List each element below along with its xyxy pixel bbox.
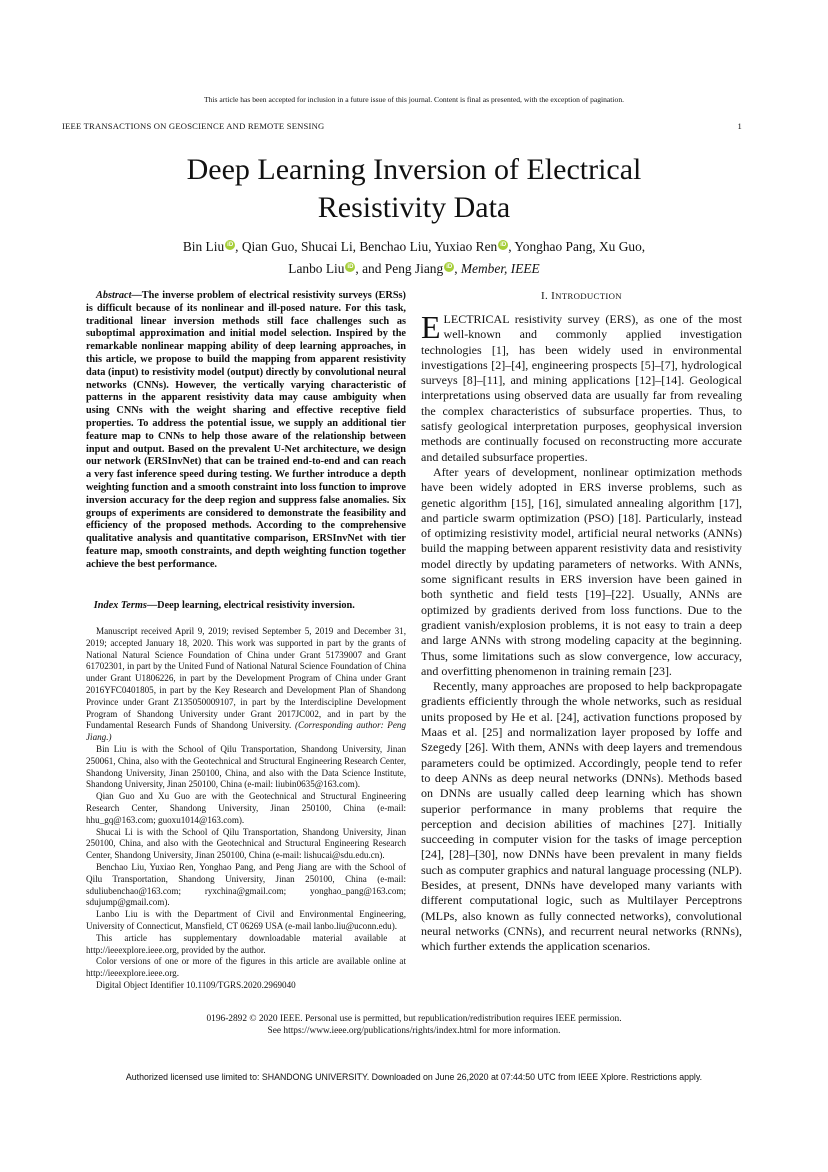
introduction-body <box>421 309 742 954</box>
journal-name: IEEE TRANSACTIONS ON GEOSCIENCE AND REMOTE SENSING <box>62 121 325 131</box>
license-watermark: Authorized licensed use limited to: SHANDONG UNIVERSITY. Downloaded on June 26,2020 at 07:44:50 UTC from IEEE Xplore. Restrictions apply. <box>125 1072 703 1082</box>
orcid-icon[interactable]: iD <box>227 242 234 248</box>
abstract-text: The inverse problem of electrical resistivity surveys (ERSs) is difficult because of its nonlinear and ill-posed nature. For this task, traditional linear inversion methods still face challenges such as suboptimal approximation and initial model selection. Inspired by the remarkable nonlinear mapping ability of deep learning approaches, in this article, we propose to build the mapping from apparent resistivity data (input) to resistivity model (output) directly by convolutional neural networks (CNNs). However, the vertically varying characteristic of patterns in the apparent resistivity data may cause ambiguity when using CNNs with the weight sharing and effective receptive field properties. To address the potential issue, we supply an additional tier feature map to CNNs to help those aware of the relationship between input and output. Based on the prevalent U-Net architecture, we design our network (ERSInvNet) that can be trained end-to-end and can reach a very fast inference speed during testing. We further introduce a depth weighting function and a smooth constraint into loss function to improve inversion accuracy for the deep region and suppress false anomalies. Six groups of experiments are considered to demonstrate the feasibility and efficiency of the proposed methods. According to the comprehensive qualitative analysis and quantitative comparison, ERSInvNet with tier feature map, smooth constraints, and depth weighting function together achieve the best performance. <box>86 290 406 570</box>
orcid-icon[interactable]: iD <box>347 264 354 270</box>
title-line-1: Deep Learning Inversion of Electrical <box>186 153 642 186</box>
intro-paragraph-2: After years of development, nonlinear optimization methods have been widely adopted in ERS inverse problems, such as genetic algorithm [15], [16], simulated annealing algorithm [17], and particle swarm optimization (PSO) [18]. Particularly, instead of optimizing resistivity model, artificial neural networks (ANNs) build the mapping between apparent resistivity data and resistivity model directly by updating parameters of networks. With ANNs, some significant results in ERS inversion have been gained in both synthetic and field tests [19]–[22]. Usually, ANNs are optimized by gradients derived from loss functions. Due to the gradient vanish/explosion problems, it is not easy to train a deep and large ANNs with strong modeling capacity at the beginning. Thus, some limitations such as slow convergence, low accuracy, and overfitting phenomenon in training remain [23]. <box>421 464 742 678</box>
footnote-received: Manuscript received April 9, 2019; revised September 5, 2019 and December 31, 2019; accepted January 18, 2020. This work was supported in part by the grants of National Natural Science Foundation of China under Grant 51739007 and Grant 61702301, in part by the United Fund of National Natural Science Foundation of China under Grant U1806226, in part by the Development Program of China under Grant 2016YFC0401805, in part by the Key Research and Development Plan of Shandong Province under Grant Z135050009107, in part by the Interdiscipline Development Program of Shandong University under Grant 2017JC002, and in part by the Fundamental Research Funds of Shandong University. (Corresponding author: Peng Jiang.) <box>86 626 406 743</box>
page-number: 1 <box>737 121 742 131</box>
orcid-icon[interactable]: iD <box>446 264 453 270</box>
acceptance-note: This article has been accepted for inclusion in a future issue of this journal. Content is final as presented, with the exception of pagination. <box>203 95 625 104</box>
footnote-color: Color versions of one or more of the figures in this article are available online at http://ieeexplore.ieee.org. <box>86 956 406 979</box>
author-list <box>100 236 728 280</box>
intro-paragraph-1: ELECTRICAL resistivity survey (ERS), as one of the most well-known and commonly applied investigation technologies [1], has been widely used in environmental investigations [2]–[4], engineering prospects [5]–[7], hydrological surveys [8]–[11], and mining applications [12]–[14]. Geological interpretations using observed data are usually far from revealing the complex characteristics of subsurface properties. Thus, to satisfy geological interpretation purposes, geophysical inversion methods are continually focused on reconstructing more accurate and detailed subsurface properties. <box>421 309 742 464</box>
footnote-supplementary: This article has supplementary downloadable material available at http://ieeexplore.ieee.org, provided by the author. <box>86 932 406 955</box>
intro-paragraph-3: Recently, many approaches are proposed to help backpropagate gradients efficiently through the whole networks, such as residual units proposed by He et al. [24], activation functions proposed by Maas et al. [25] and normalization layer proposed by Ioffe and Szegedy [26]. With them, ANNs with deep layers and tremendous parameters could be optimized. Accordingly, people tend to refer to deep ANNs as deep neural networks (DNNs). Methods based on DNNs are usually called deep learning which has shown superior performance in many problems that require the perception and decision abilities of machines [27]. Initially succeeding in computer vision for the tasks of image perception [24], [28]–[30], now DNNs have been prevalent in many fields such as computer graphics and natural language processing (NLP). Besides, at present, DNNs have developed many variants with different computational logic, such as Multilayer Perceptrons (MLPs, also known as fully connected networks), convolutional neural networks (CNNs), and recurrent neural networks (RNNs), which further extends the application scenarios. <box>421 679 742 954</box>
footnotes <box>86 626 406 992</box>
footnote-affiliation: Shucai Li is with the School of Qilu Transportation, Shandong University, Jinan 250100, China, and also with the Geotechnical and Structural Engineering Research Center, Shandong University, Jinan 250100, China (e-mail: lishucai@sdu.edu.cn). <box>86 826 406 861</box>
author-line-2: Lanbo Liu iD , and Peng Jiang iD , Member, IEEE <box>288 261 540 276</box>
paper-title <box>100 151 728 227</box>
index-terms-text: Deep learning, electrical resistivity inversion. <box>157 600 355 611</box>
index-terms: Index Terms—Deep learning, electrical resistivity inversion. <box>93 600 355 611</box>
copyright-notice: 0196-2892 © 2020 IEEE. Personal use is permitted, but republication/redistribution requires IEEE permission. See https://www.ieee.org/publications/rights/index.html for more information. <box>206 1014 622 1036</box>
orcid-icon[interactable]: iD <box>500 242 507 248</box>
footnote-doi: Digital Object Identifier 10.1109/TGRS.2020.2969040 <box>96 979 296 990</box>
index-terms-label: Index Terms <box>93 600 147 611</box>
running-head <box>62 121 742 131</box>
section-heading-introduction: I. INTRODUCTION <box>541 290 622 302</box>
membership: Member, IEEE <box>460 261 540 276</box>
author-line-1: Bin Liu iD , Qian Guo, Shucai Li, Benchao Liu, Yuxiao Ren iD , Yonghao Pang, Xu Guo, <box>182 239 646 254</box>
drop-cap: E <box>421 309 441 345</box>
abstract: Abstract—The inverse problem of electrical resistivity surveys (ERSs) is difficult because of its nonlinear and ill-posed nature. For this task, traditional linear inversion methods still face challenges such as suboptimal approximation and initial model selection. Inspired by the remarkable nonlinear mapping ability of deep learning approaches, in this article, we propose to build the mapping from apparent resistivity data (input) to resistivity model (output) directly by convolutional neural networks (CNNs). However, the vertically varying characteristic of patterns in the apparent resistivity data may cause ambiguity when using CNNs with the weight sharing and effective receptive field properties. To address the potential issue, we supply an additional tier feature map to CNNs to help those aware of the relationship between input and output. Based on the prevalent U-Net architecture, we design our network (ERSInvNet) that can be trained end-to-end and can reach a very fast inference speed during testing. We further introduce a depth weighting function and a smooth constraint into loss function to improve inversion accuracy for the deep region and suppress false anomalies. Six groups of experiments are considered to demonstrate the feasibility and efficiency of the proposed methods. According to the comprehensive qualitative analysis and quantitative comparison, ERSInvNet with tier feature map, smooth constraints, and depth weighting function together achieve the best performance. <box>86 290 406 570</box>
footnote-affiliation: Bin Liu is with the School of Qilu Transportation, Shandong University, Jinan 250061, China, also with the Geotechnical and Structural Engineering Research Center, Shandong University, Jinan 250100, China, and also with the Data Science Institute, Shandong University, Jinan 250100, China (e-mail: liubin0635@163.com). <box>86 743 406 790</box>
footnote-affiliation: Lanbo Liu is with the Department of Civil and Environmental Engineering, University of Connecticut, Mansfield, CT 06269 USA (e-mail lanbo.liu@uconn.edu). <box>86 909 406 931</box>
footnote-affiliation: Benchao Liu, Yuxiao Ren, Yonghao Pang, and Peng Jiang are with the School of Qilu Transportation, Shandong University, Jinan 250100, China (e-mail: sduliubenchao@163.com; ryxchina@gmail.com; yonghao_pang@163.com; sdujump@gmail.com). <box>86 861 406 908</box>
title-line-2: Resistivity Data <box>317 191 511 224</box>
abstract-label: Abstract <box>95 290 132 301</box>
footnote-affiliation: Qian Guo and Xu Guo are with the Geotechnical and Structural Engineering Research Center, Shandong University, Jinan 250100, China (e-mail: hhu_gq@163.com; guoxu1014@163.com). <box>86 791 406 825</box>
